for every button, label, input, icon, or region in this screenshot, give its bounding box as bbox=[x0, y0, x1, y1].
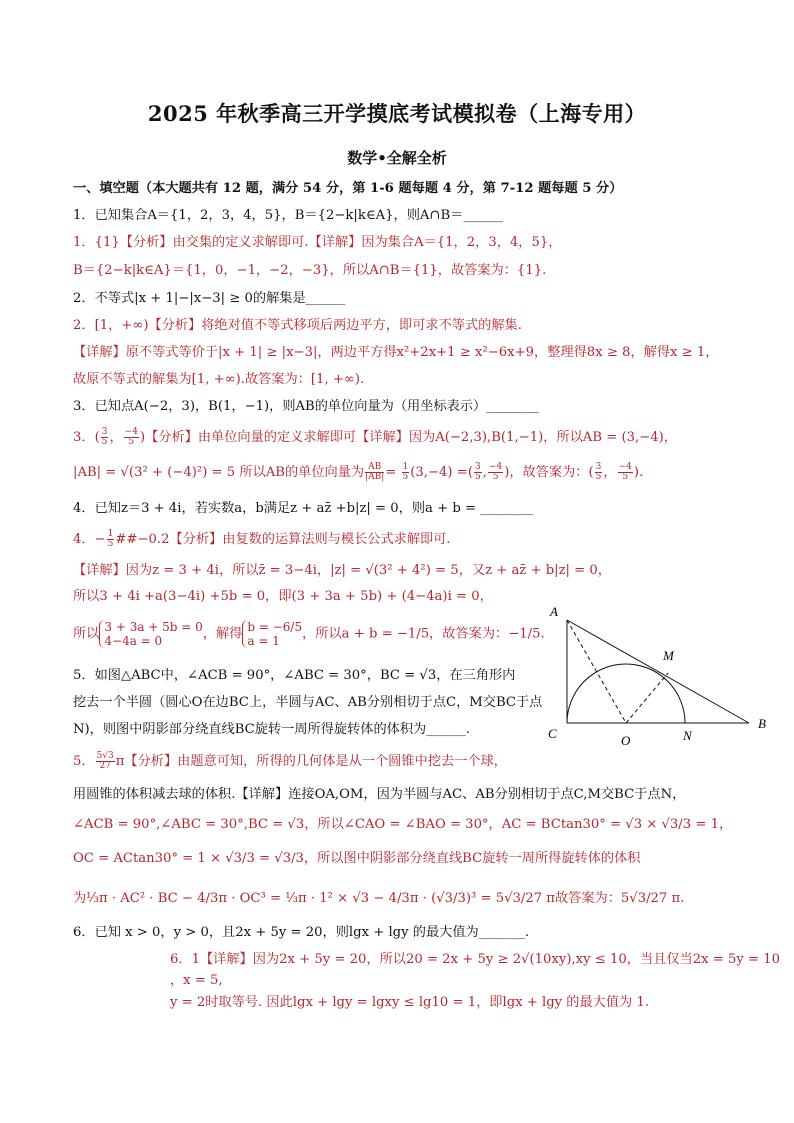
frac-num: −4 bbox=[488, 462, 503, 472]
answer-3-text-a: |AB| = √(3² + (−4)²) = 5 所以AB的单位向量为 bbox=[73, 465, 365, 480]
answer-5-text: π【分析】由题意可知，所得的几何体是从一个圆锥中挖去一个球， bbox=[115, 754, 507, 769]
label-b: B bbox=[758, 716, 766, 731]
equation-1: 3 + 3a + 5b = 0 bbox=[104, 620, 203, 634]
frac-num: −4 bbox=[618, 462, 632, 472]
answer-1-line-1: 1．{1}【分析】由交集的定义求解即可.【详解】因为集合A＝{1，2，3，4，5}， bbox=[73, 235, 562, 250]
question-4: 4．已知z＝3 + 4i，若实数a，b满足z + az̄ +b|z| = 0，则a + b = ________ bbox=[73, 501, 533, 516]
frac-den: 5 bbox=[107, 539, 114, 549]
solution-1: b = −6/5 bbox=[247, 620, 303, 634]
label-n: N bbox=[683, 728, 692, 743]
answer-5-line-5: 为⅓π · AC² · BC − 4/3π · OC³ = ⅓π · 1² × √3 − 4/3π · (√3/3)³ = 5√3/27 π故答案为：5√3/27 π. bbox=[73, 891, 685, 906]
answer-3-text-d: ，故答案为： bbox=[509, 465, 589, 480]
question-5-line-3: N)，则图中阴影部分绕直线BC旋转一周所得旋转体的体积为______. bbox=[73, 722, 470, 737]
answer-3-text-b: = bbox=[385, 465, 401, 480]
answer-6-line-1: 6．1【详解】因为2x + 5y = 20，所以20 = 2x + 5y ≥ 2√(10xy),xy ≤ 10，当且仅当2x = 5y = 10 bbox=[170, 952, 781, 967]
answer-4-text-b: ，解得 bbox=[202, 626, 243, 642]
answer-6-line-3: y = 2时取等号. 因此lgx + lgy = lgxy ≤ lg10 = 1，即lgx + lgy 的最大值为 1. bbox=[170, 995, 650, 1010]
answer-4-line-2: 【详解】因为z = 3 + 4i，所以z̄ = 3−4i，|z| = √(3² + 4²) = 5，又z + az̄ + b|z| = 0， bbox=[73, 563, 611, 578]
answer-6-line-2: ，x = 5, bbox=[170, 973, 223, 988]
equation-system bbox=[99, 620, 202, 648]
answer-5-line-2: 用圆锥的体积减去球的体积.【详解】连接OA,OM，因为半圆与AC、AB分别相切于点C,M交BC于点N， bbox=[73, 787, 686, 802]
segment-ao-dashed bbox=[567, 620, 626, 723]
solution-2: a = 1 bbox=[247, 634, 280, 648]
frac-den: 5 bbox=[622, 472, 629, 482]
frac-num: −4 bbox=[124, 427, 138, 437]
question-5-line-2: 挖去一个半圆（圆心O在边BC上，半圆与AC、AB分别相切于点C，M交BC于点 bbox=[73, 695, 543, 710]
answer-4-text-c: ，所以a + b = −1/5，故答案为：−1/5. bbox=[302, 626, 545, 642]
page-title: 2025 年秋季高三开学摸底考试模拟卷（上海专用） bbox=[147, 101, 647, 126]
triangle-figure bbox=[540, 600, 780, 750]
frac-num: 5√3 bbox=[96, 751, 114, 761]
answer-4-line-4 bbox=[73, 620, 545, 648]
frac-num: 1 bbox=[402, 462, 409, 472]
answer-5-line-1: 5． $\frac{5√3}{27}$ π【分析】由题意可知，所得的几何体是从一个圆锥中挖去一个球， bbox=[73, 751, 507, 771]
section-heading: 一、填空题（本大题共有 12 题，满分 54 分，第 1-6 题每题 4 分，第 7-12 题每题 5 分） bbox=[73, 181, 623, 196]
frac-num: 3 bbox=[595, 462, 602, 472]
question-1: 1．已知集合A＝{1，2，3，4，5}，B＝{2−k|k∈A}，则A∩B＝______ bbox=[73, 208, 503, 223]
frac-num: AB bbox=[365, 463, 384, 473]
answer-3-line-2: |AB| = √(3² + (−4)²) = 5 所以AB的单位向量为 $\frac{AB}{|AB|}$ = $\frac{1}{5}$ (3,−4) =( $\frac{3}{5}$ , $\frac{-4}{5}$ )，故答案为：( $\frac{3}{5}$ ， $\frac{-4}{5}$ ). bbox=[73, 462, 644, 482]
frac-num: 3 bbox=[474, 462, 481, 472]
frac-den: 5 bbox=[402, 472, 409, 482]
segment-ab bbox=[567, 620, 749, 723]
question-3: 3．已知点A(−2，3)，B(1，−1)，则AB的单位向量为（用坐标表示）________ bbox=[73, 399, 539, 414]
frac-den: 27 bbox=[99, 761, 111, 771]
equation-2: 4−4a = 0 bbox=[104, 634, 163, 648]
answer-5-line-4: OC = ACtan30° = 1 × √3/3 = √3/3，所以图中阴影部分绕直线BC旋转一周所得旋转体的体积 bbox=[73, 851, 641, 866]
frac-den: 5 bbox=[128, 437, 135, 447]
question-2: 2．不等式|x + 1|−|x−3| ≥ 0的解集是______ bbox=[73, 291, 346, 306]
semicircle-arc bbox=[567, 664, 685, 723]
answer-4-line-3: 所以3 + 4i +a(3−4i) +5b = 0，即(3 + 3a + 5b) + (4−4a)i = 0， bbox=[73, 589, 493, 604]
label-o: O bbox=[621, 733, 631, 748]
frac-den: 5 bbox=[474, 472, 481, 482]
answer-4-text-a: 所以 bbox=[73, 626, 100, 642]
frac-num: 1 bbox=[107, 529, 114, 539]
label-a: A bbox=[550, 604, 558, 619]
page-subtitle: 数学•全解全析 bbox=[347, 149, 447, 167]
frac-den: |AB| bbox=[365, 472, 385, 482]
answer-3-text: 【分析】由单位向量的定义求解即可【详解】因为A(−2,3),B(1,−1)，所以AB = (3,−4)， bbox=[145, 430, 677, 445]
answer-2-line-1: 2．[1，+∞)【分析】将绝对值不等式移项后两边平方，即可求不等式的解集. bbox=[73, 318, 522, 333]
frac-den: 5 bbox=[492, 472, 499, 482]
answer-4-line-1: 4．− $\frac{1}{5}$ ##−0.2【分析】由复数的运算法则与模长公式求解即可. bbox=[73, 529, 451, 549]
answer-3-line-1: 3．( $\frac{3}{5}$ ， $\frac{-4}{5}$ )【分析】由单位向量的定义求解即可【详解】因为A(−2,3),B(1,−1)，所以AB = (3,−4)， bbox=[73, 427, 677, 447]
label-c: C bbox=[548, 726, 557, 741]
solution-system bbox=[242, 620, 302, 648]
question-5-line-1: 5．如图△ABC中，∠ACB = 90°，∠ABC = 30°，BC = √3，在三角形内 bbox=[73, 668, 516, 683]
answer-4-text: ##−0.2【分析】由复数的运算法则与模长公式求解即可. bbox=[115, 532, 451, 547]
answer-3-text-c: (3,−4) = bbox=[410, 465, 468, 480]
segment-om-dashed bbox=[626, 673, 668, 723]
answer-5-line-3: ∠ACB = 90°,∠ABC = 30°,BC = √3，所以∠CAO = ∠BAO = 30°，AC = BCtan30° = √3 × √3/3 = 1， bbox=[73, 817, 733, 832]
answer-1-line-2: B＝{2−k|k∈A}＝{1，0，−1，−2，−3}，所以A∩B＝{1}，故答案为：{1}. bbox=[73, 263, 547, 278]
frac-den: 5 bbox=[595, 472, 602, 482]
question-6: 6．已知 x > 0，y > 0，且2x + 5y = 20，则lgx + lgy 的最大值为_______. bbox=[73, 925, 530, 940]
frac-num: 3 bbox=[101, 427, 108, 437]
answer-2-line-3: 故原不等式的解集为[1, +∞).故答案为：[1, +∞). bbox=[73, 372, 365, 387]
label-m: M bbox=[663, 648, 674, 663]
answer-2-line-2: 【详解】原不等式等价于|x + 1| ≥ |x−3|，两边平方得x²+2x+1 ≥ x²−6x+9，整理得8x ≥ 8，解得x ≥ 1， bbox=[73, 345, 719, 360]
frac-den: 5 bbox=[101, 437, 108, 447]
